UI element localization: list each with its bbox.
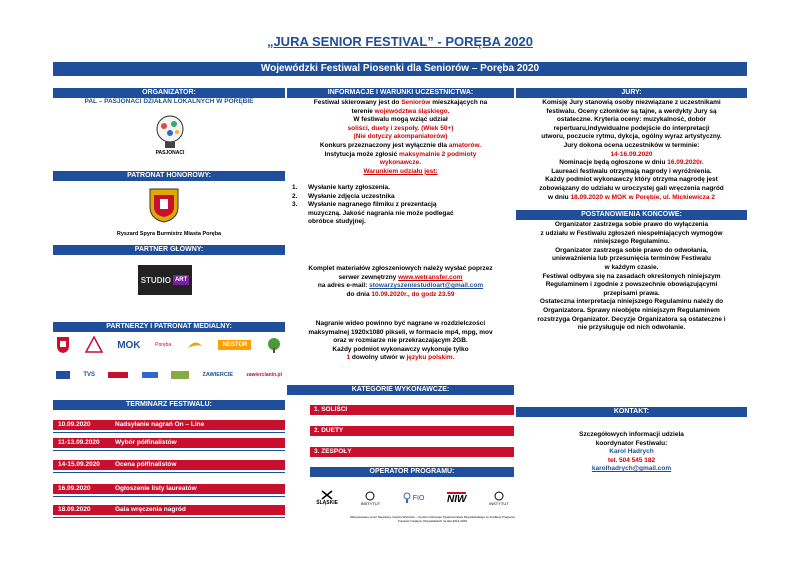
operator-note: Sfinansowano przez Narodowy Instytut Wolności – Centrum Rozwoju Społeczeństwa Obywatelskiego ze środków Programu Fundusz Inicjatyw Obywatelskich na lata 2014-2020	[349, 515, 516, 523]
schedule-row	[53, 438, 285, 448]
operator-header: OPERATOR PROGRAMU:	[310, 467, 514, 477]
schedule-text: Wybór półfinalistów	[115, 439, 177, 446]
zawiercianin-logo: zawiercianin.pl	[246, 372, 282, 378]
final-provisions-text: Organizator zastrzega sobie prawo do wyłączenia z udziału w Festiwalu zgłoszeń niespełniających wymogów niniejszego Regulaminu. Organizator zastrzega sobie prawo do odwołania, unieważnienia lub przesunięcia terminów Festiwalu w każdym czasie. Festiwal odbywa się na zasadach określonych niniejszym Regulaminem i zgodnie z powszechnie obowiązującymi przepisami prawa. Ostateczna interpretacja niniejszego Regulaminu należy do Organizatora. Sprawy nieobjęte niniejszym Regulaminem rozstrzyga Organizator. Decyzje Organizatora są ostateczne i nie przysługuje od nich odwołanie.	[537, 221, 726, 332]
page-title: „JURA SENIOR FESTIVAL” - PORĘBA 2020	[266, 34, 534, 49]
tree-logo-icon	[266, 337, 282, 353]
schedule-header: TERMINARZ FESTIWALU:	[53, 400, 285, 410]
contact-name: Karol Hadrych	[609, 448, 654, 456]
partner-logos-row-2	[56, 368, 282, 382]
schedule-row	[53, 484, 285, 494]
studio-logo-text: STUDIO	[140, 275, 171, 285]
contact-email-link[interactable]: karolhadrych@gmail.com	[591, 465, 672, 473]
final-provisions-header: POSTANOWIENIA KOŃCOWE:	[516, 210, 747, 220]
bulb-icon	[150, 114, 190, 150]
red-logo-icon	[108, 372, 128, 378]
partner-header: PARTNER GŁÓWNY:	[53, 245, 285, 255]
schedule-date: 14-15.09.2020	[58, 461, 100, 468]
conditions-header: Warunkiem udziału jest:	[363, 167, 438, 175]
poreba-logo: Poręba	[155, 342, 172, 348]
schedule-row	[53, 460, 285, 470]
schedule-text: Nadsyłanie nagrań On – Line	[115, 421, 205, 428]
art-logo-text: ART	[174, 277, 188, 283]
organizer-name: PAL – PASJONACI DZIAŁAŃ LOKALNYCH W PORĘBIE	[84, 98, 254, 105]
schedule-date: 16.09.2020	[58, 485, 91, 492]
schedule-date: 11-13.09.2020	[58, 439, 100, 446]
organizer-header: ORGANIZATOR:	[53, 88, 285, 98]
schedule-row	[53, 505, 285, 515]
contact-header: KONTAKT:	[516, 407, 747, 417]
fio-bulb-icon	[403, 492, 411, 504]
jury-text: Komisję Jury stanowią osoby niezwiązane z uczestnikami festiwalu. Oceny członków są tajne, a werdykty Jury są ostateczne. Kryteria oceny: muzykalność, dobór repertuaru,indywidualne podejście do interpretacji utworu, poczucie rytmu, dykcja, ogólny wyraz artystyczny. Jury dokona ocena uczestników w terminie: 14-16.09.2020 Nominacje będą ogłoszone w dniu 16.09.2020r. Laureaci festiwalu otrzymają nagrody i wyróżnienia. Każdy podmiot wykonawczy który otrzyma nagrodę jest zobowiązany do udziału w uroczystej gali wręczenia nagród w dniu 18.09.2020 w MOK w Porębie, ul. Mickiewicza 2	[539, 99, 724, 201]
jury-header: JURY:	[516, 88, 747, 98]
contact-phone: tel. 504 545 182	[607, 456, 656, 464]
instytut-logo-2: INSTYTUT	[489, 491, 509, 506]
contact-text: Szczegółowych informacji udziela koordynator Festiwalu: Karol Hadrych tel. 504 545 182 karolhadrych@gmail.com	[516, 431, 747, 474]
conditions-list: 1. Wysłanie karty zgłoszenia. 2. Wysłanie zdjęcia uczestnika 3. Wysłanie nagranego filmiku z prezentacją muzyczną. Jakość nagrania nie może podlegać obróbce studyjnej.	[292, 184, 454, 226]
coat-of-arms-icon	[148, 187, 180, 223]
category-bands: 3. ZESPOŁY	[310, 447, 514, 457]
schedule-date: 10.09.2020	[58, 421, 91, 428]
category-soloists: 1. SOLIŚCI	[310, 405, 514, 415]
organizer-logo	[140, 108, 200, 162]
schedule-row	[53, 420, 285, 430]
operator-logos	[305, 483, 520, 513]
green-logo-icon	[171, 371, 189, 379]
bell-icon	[492, 491, 506, 501]
partner-logos-row-1	[56, 334, 282, 356]
nestor-logo: NESTOR	[218, 340, 251, 350]
festival-banner: Wojewódzki Festiwal Piosenki dla Seniorów – Poręba 2020	[53, 62, 747, 76]
categories-header: KATEGORIE WYKONAWCZE:	[287, 385, 514, 395]
mining-icon	[320, 490, 334, 500]
schedule-text: Ocena półfinalistów	[115, 461, 177, 468]
studio-art-logo	[138, 265, 192, 295]
tv-logo-icon	[56, 371, 70, 379]
video-requirements: Nagranie wideo powinno być nagrane w rozdzielczości maksymalnej 1920x1080 pikseli, w formacie mp4, mpg, mov oraz w rozmiarze nie przekraczającym 2GB. Każdy podmiot wykonawczy wykonuje tylko 1 dowolny utwór w języku polskim.	[308, 320, 493, 362]
submission-text: Komplet materiałów zgłoszeniowych należy wysłać poprzez serwer zewnętrzny www.wetransfer.com na adres e-mail: stowarzyszeniestudioart@gmail.com do dnia 10.09.2020r., do godz 23.59	[308, 265, 493, 298]
info-text: Festiwal skierowany jest do Seniorów mieszkających na terenie województwa śląskiego. W festiwalu mogą wziąć udział soliści, duety i zespoły. (Wiek 50+) (Nie dotyczy akompaniatorów) Konkurs przeznaczony jest wyłącznie dla amatorów. Instytucja może zgłosić maksymalnie 2 podmioty wykonawcze. Warunkiem udziału jest:	[287, 99, 514, 176]
slaskie-logo: ŚLĄSKIE	[316, 490, 338, 506]
niw-logo: NIW	[447, 493, 467, 505]
patron-name: Ryszard Spyra Burmistrz Miasta Poręba	[116, 231, 222, 237]
zawiercie-logo: ZAWIERCIE	[202, 372, 234, 378]
organizer-logo-text: PASJONACI	[155, 150, 185, 156]
info-header: INFORMACJE I WARUNKI UCZESTNICTWA:	[287, 88, 514, 98]
mok-logo: MOK	[117, 339, 141, 351]
bird-logo-icon	[186, 338, 204, 352]
city-arms-icon	[56, 336, 70, 354]
pyra-logo-icon	[85, 336, 103, 354]
schedule-text: Ogłoszenie listy laureatów	[115, 485, 197, 492]
schedule-date: 18.09.2020	[58, 506, 91, 513]
instytut-logo-1: INSTYTUT	[361, 491, 381, 506]
submission-email-link[interactable]: stowarzyszeniestudioart@gmail.com	[369, 282, 484, 290]
category-duets: 2. DUETY	[310, 426, 514, 436]
bell-icon	[363, 491, 377, 501]
tvs-logo: TVS	[83, 372, 96, 378]
wetransfer-link[interactable]: www.wetransfer.com	[398, 273, 463, 281]
blue-logo-icon	[142, 372, 158, 378]
schedule-text: Gala wręczenia nagród	[115, 506, 186, 513]
partners-media-header: PARTNERZY I PATRONAT MEDIALNY:	[53, 322, 285, 332]
fio-logo: FIO	[403, 492, 425, 504]
patron-header: PATRONAT HONOROWY:	[53, 171, 285, 181]
